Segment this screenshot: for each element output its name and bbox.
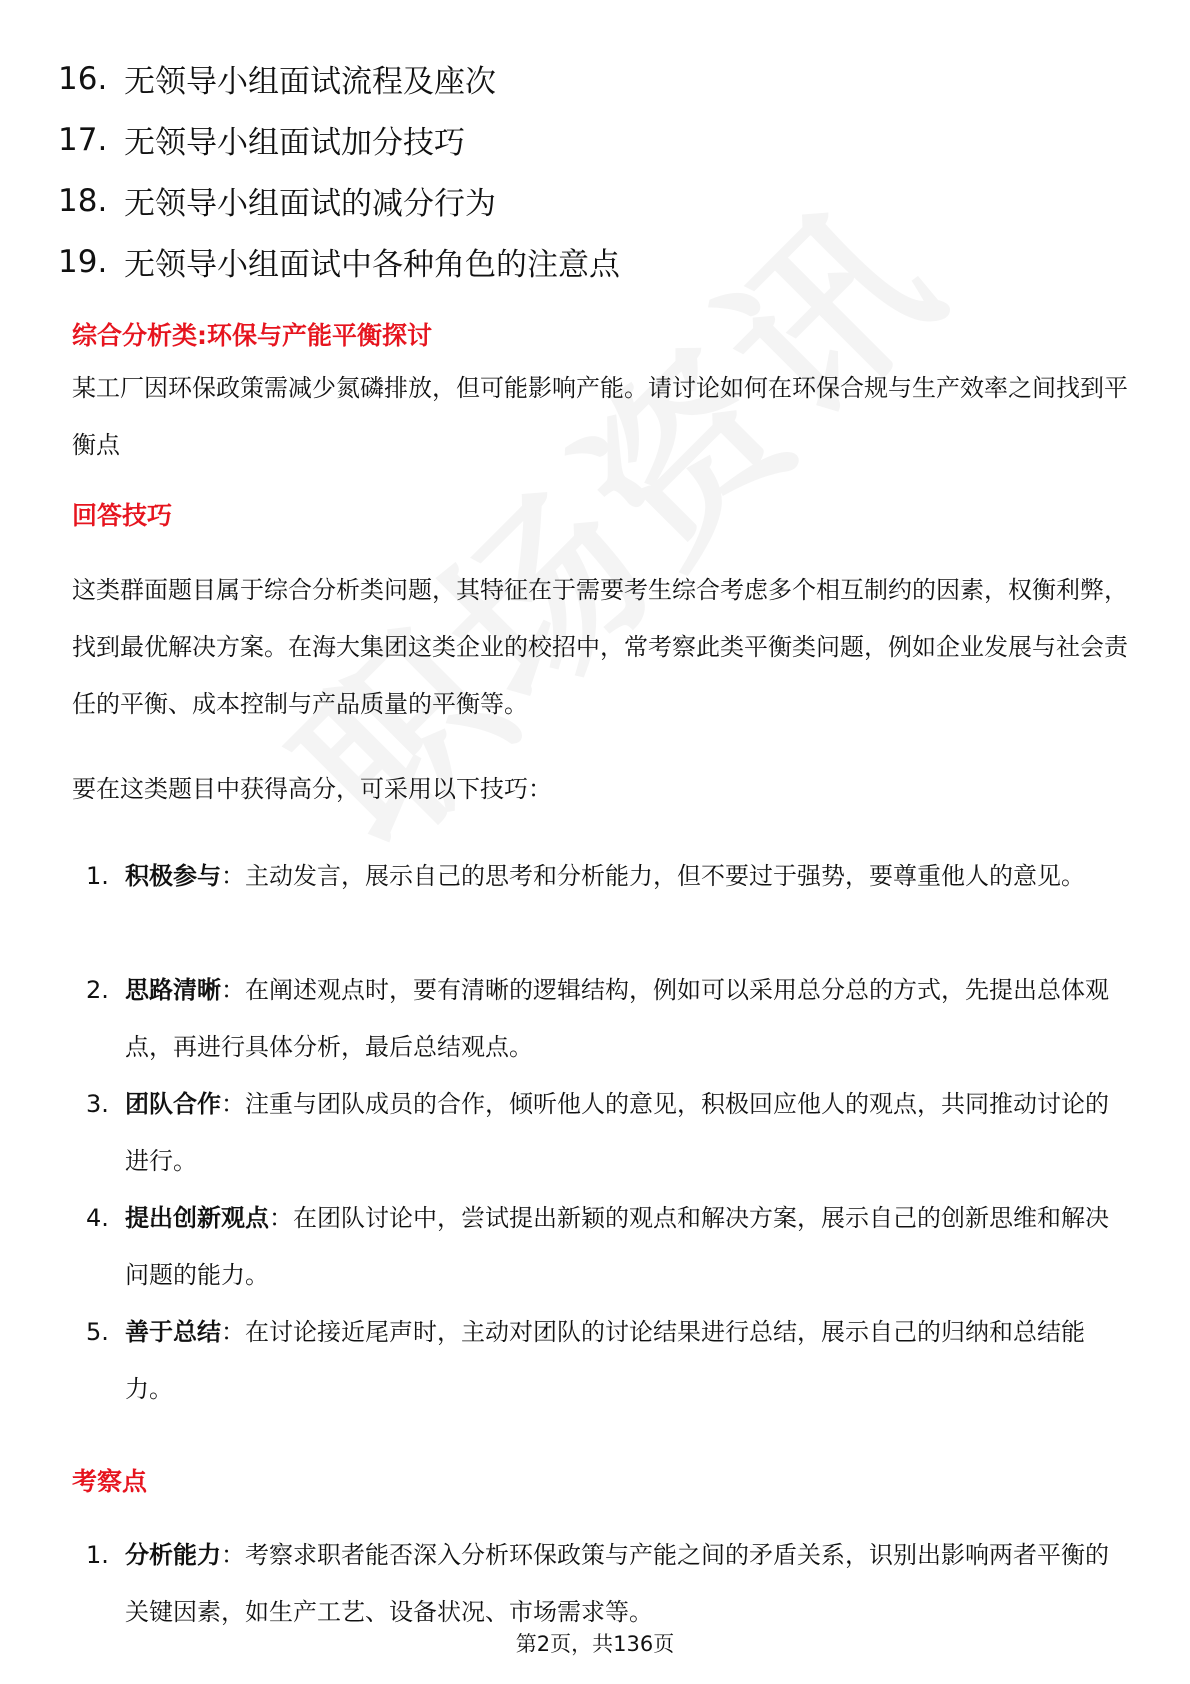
toc-text: 无领导小组面试流程及座次 [124, 64, 496, 100]
toc-number: 16. [58, 60, 108, 97]
list-item: 2. 思路清晰：在阐述观点时，要有清晰的逻辑结构，例如可以采用总分总的方式，先提出总体观点，再进行具体分析，最后总结观点。 [72, 962, 1132, 1076]
points-heading: 考察点 [72, 1467, 148, 1496]
toc-number: 18. [58, 182, 108, 219]
tips-heading: 回答技巧 [72, 501, 173, 530]
question-text: 某工厂因环保政策需减少氮磷排放，但可能影响产能。请讨论如何在环保合规与生产效率之间找到平衡点 [72, 374, 1128, 459]
toc-item [58, 170, 620, 231]
toc-item [58, 109, 620, 170]
list-item: 1. 积极参与：主动发言，展示自己的思考和分析能力，但不要过于强势，要尊重他人的意见。 [72, 848, 1132, 962]
list-item: 1. 分析能力：考察求职者能否深入分析环保政策与产能之间的矛盾关系，识别出影响两者平衡的关键因素，如生产工艺、设备状况、市场需求等。 [72, 1527, 1132, 1641]
list-number: 1. [86, 1541, 109, 1569]
list-item-text: 在团队讨论中，尝试提出新颖的观点和解决方案，展示自己的创新思维和解决问题的能力。 [125, 1204, 1109, 1289]
list-item-title: 提出创新观点 [125, 1204, 269, 1232]
list-number: 5. [86, 1318, 109, 1346]
list-item-title: 积极参与 [125, 862, 221, 890]
list-number: 2. [86, 976, 109, 1004]
toc-text: 无领导小组面试加分技巧 [124, 125, 465, 161]
points-list [72, 1527, 1132, 1641]
toc-item [58, 48, 620, 109]
toc-text: 无领导小组面试中各种角色的注意点 [124, 247, 620, 283]
list-item-text: 在阐述观点时，要有清晰的逻辑结构，例如可以采用总分总的方式，先提出总体观点，再进行具体分析，最后总结观点。 [125, 976, 1109, 1061]
list-number: 4. [86, 1204, 109, 1232]
toc-number: 19. [58, 243, 108, 280]
toc-text: 无领导小组面试的减分行为 [124, 186, 496, 222]
tips-lead: 要在这类题目中获得高分，可采用以下技巧： [72, 775, 552, 803]
list-item: 3. 团队合作：注重与团队成员的合作，倾听他人的意见，积极回应他人的观点，共同推动讨论的进行。 [72, 1076, 1132, 1190]
list-item-text: 考察求职者能否深入分析环保政策与产能之间的矛盾关系，识别出影响两者平衡的关键因素，如生产工艺、设备状况、市场需求等。 [125, 1541, 1109, 1626]
list-item-text: 主动发言，展示自己的思考和分析能力，但不要过于强势，要尊重他人的意见。 [245, 862, 1085, 890]
tips-list [72, 848, 1132, 1418]
toc-number: 17. [58, 121, 108, 158]
list-item-title: 思路清晰 [125, 976, 221, 1004]
table-of-contents [58, 48, 620, 292]
list-item-text: 在讨论接近尾声时，主动对团队的讨论结果进行总结，展示自己的归纳和总结能力。 [125, 1318, 1085, 1403]
page-footer: 第2页，共136页 [515, 1632, 675, 1656]
list-item-title: 团队合作 [125, 1090, 221, 1118]
list-item: 4. 提出创新观点：在团队讨论中，尝试提出新颖的观点和解决方案，展示自己的创新思维和解决问题的能力。 [72, 1190, 1132, 1304]
tips-intro: 这类群面题目属于综合分析类问题，其特征在于需要考生综合考虑多个相互制约的因素，权衡利弊，找到最优解决方案。在海大集团这类企业的校招中，常考察此类平衡类问题，例如企业发展与社会责任的平衡、成本控制与产品质量的平衡等。 [72, 576, 1128, 718]
toc-item [58, 231, 620, 292]
list-item-title: 分析能力 [125, 1541, 221, 1569]
list-item-text: 注重与团队成员的合作，倾听他人的意见，积极回应他人的观点，共同推动讨论的进行。 [125, 1090, 1109, 1175]
list-item: 5. 善于总结：在讨论接近尾声时，主动对团队的讨论结果进行总结，展示自己的归纳和总结能力。 [72, 1304, 1132, 1418]
list-item-title: 善于总结 [125, 1318, 221, 1346]
section-title: 综合分析类:环保与产能平衡探讨 [72, 321, 432, 350]
list-number: 1. [86, 862, 109, 890]
list-number: 3. [86, 1090, 109, 1118]
